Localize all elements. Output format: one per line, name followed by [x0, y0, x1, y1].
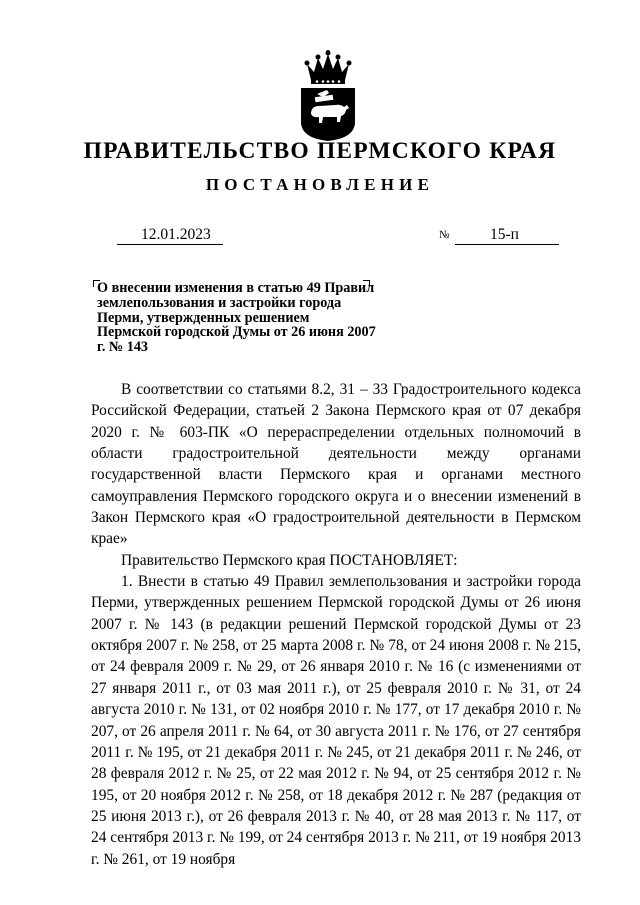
document-type: ПОСТАНОВЛЕНИЕ — [205, 175, 435, 194]
number-label: № — [439, 229, 450, 241]
body-paragraph: Правительство Пермского края ПОСТАНОВЛЯЕТ: — [121, 551, 458, 569]
body-paragraph: 1. Внести в статью 49 Правил землепользования и застройки города Перми, утвержденных решением Пермской городской Думы от 26 июня 2007 г. № 143 (в редакции решений Пермской городской Думы от 23 октября 2007 г. № 258, от 25 марта 2008 г. № 78, от 24 июня 2008 г. № 215, от 24 февраля 2009 г. № 29, от 26 января 2010 г. № 16 (с изменениями от 27 января 2011 г., от 03 мая 2011 г.), от 25 февраля 2010 г. № 31, от 24 августа 2010 г. № 131, от 02 ноября 2010 г. № 177, от 17 декабря 2010 г. № 207, от 26 апреля 2011 г. № 64, от 30 августа 2011 г. № 176, от 27 сентября 2011 г. № 195, от 21 декабря 2011 г. № 245, от 21 декабря 2011 г. № 246, от 28 февраля 2012 г. № 25, от 22 мая 2012 г. № 94, от 25 сентября 2012 г. № 195, от 20 ноября 2012 г. № 258, от 18 декабря 2012 г. № 287 (редакция от 25 июня 2013 г.), от 26 февраля 2013 г. № 40, от 28 мая 2013 г. № 117, от 24 сентября 2013 г. № 199, от 24 сентября 2013 г. № 211, от 19 ноября 2013 г. № 261, от 19 ноября — [91, 573, 581, 868]
document-subject: О внесении изменения в статью 49 Правил землепользования и застройки города Перми, утвержденных решением Пермской городской Думы от 26 июня 2007 г. № 143 — [97, 280, 376, 356]
document-number: 15-п — [455, 226, 559, 245]
document-body — [91, 379, 581, 870]
body-paragraph: В соответствии со статьями 8.2, 31 – 33 Градостроительного кодекса Российской Федерации, статьей 2 Закона Пермского края от 07 декабря 2020 г. № 603-ПК «О перераспределении отдельных полномочий в области градостроительной деятельности между органами государственной власти Пермского края и органами местного самоуправления Пермского городского округа и о внесении изменений в Закон Пермского края «О градостроительной деятельности в Пермском крае» — [91, 381, 581, 548]
document-date: 12.01.2023 — [117, 226, 223, 245]
coat-of-arms-icon — [297, 50, 359, 142]
organization-title: ПРАВИТЕЛЬСТВО ПЕРМСКОГО КРАЯ — [83, 138, 557, 164]
